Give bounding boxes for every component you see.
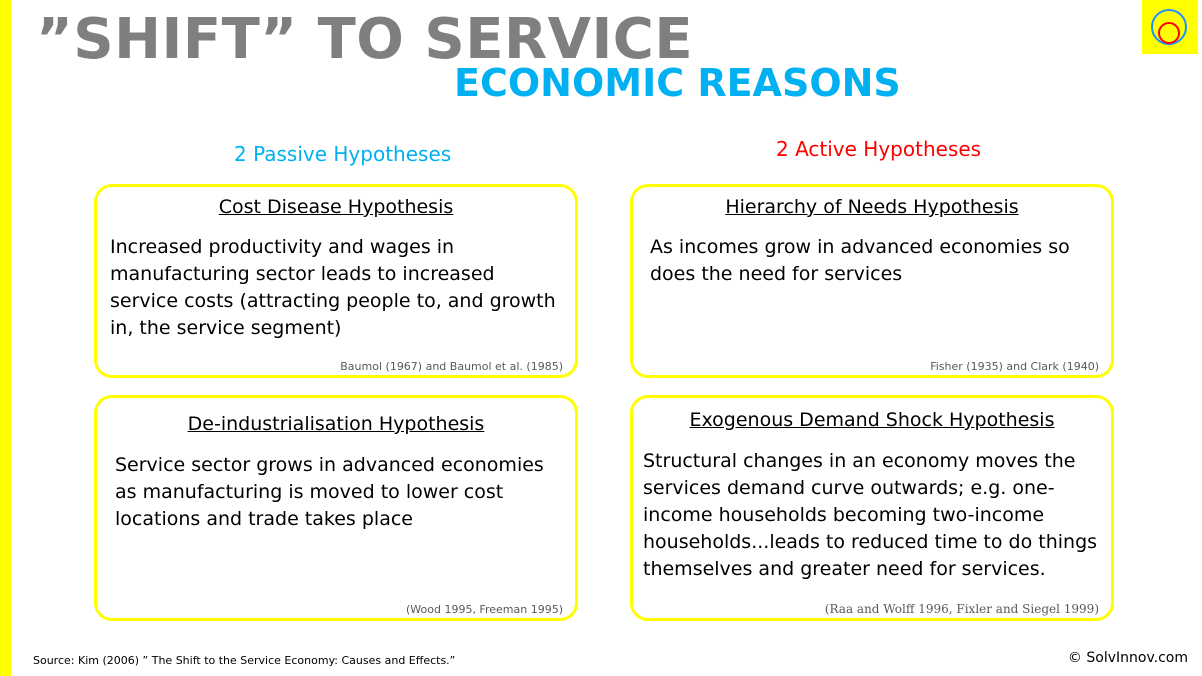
page-title: ”SHIFT” TO SERVICE (36, 7, 694, 72)
card-title: Hierarchy of Needs Hypothesis (725, 196, 1019, 218)
card-title: De-industrialisation Hypothesis (187, 413, 485, 435)
card-citation: (Wood 1995, Freeman 1995) (405, 603, 563, 616)
logo (1142, 0, 1198, 54)
card-body: Structural changes in an economy moves the services demand curve outwards; e.g. one-income households becoming two-income households...leads to reduced time to do things themselves and greater need for services. (643, 450, 1098, 580)
active-hypotheses-heading: 2 Active Hypotheses (776, 137, 982, 161)
logo-circles-icon (1142, 0, 1198, 54)
card-body: Increased productivity and wages in manufacturing sector leads to increased service costs (attracting people to, and growth in, the service segment) (110, 236, 556, 339)
card-citation: Baumol (1967) and Baumol et al. (1985) (340, 360, 563, 373)
hierarchy-of-needs-card (630, 184, 1114, 378)
page-subtitle: ECONOMIC REASONS (454, 61, 901, 105)
card-citation: (Raa and Wolff 1996, Fixler and Siegel 1999) (824, 602, 1099, 616)
footer-copyright: © SolvInnov.com (1067, 650, 1188, 666)
card-title: Cost Disease Hypothesis (218, 196, 454, 218)
left-accent-bar (0, 0, 11, 676)
card-title: Exogenous Demand Shock Hypothesis (689, 409, 1055, 431)
exogenous-demand-shock-card (630, 395, 1114, 621)
footer-source: Source: Kim (2006) ” The Shift to the Service Economy: Causes and Effects.” (33, 654, 456, 667)
card-citation: Fisher (1935) and Clark (1940) (930, 360, 1099, 373)
passive-hypotheses-heading: 2 Passive Hypotheses (234, 142, 452, 166)
card-body: Service sector grows in advanced economies as manufacturing is moved to lower cost locations and trade takes place (115, 454, 544, 530)
de-industrialisation-card (94, 395, 578, 621)
cost-disease-card (94, 184, 578, 378)
card-body: As incomes grow in advanced economies so does the need for services (650, 236, 1070, 285)
